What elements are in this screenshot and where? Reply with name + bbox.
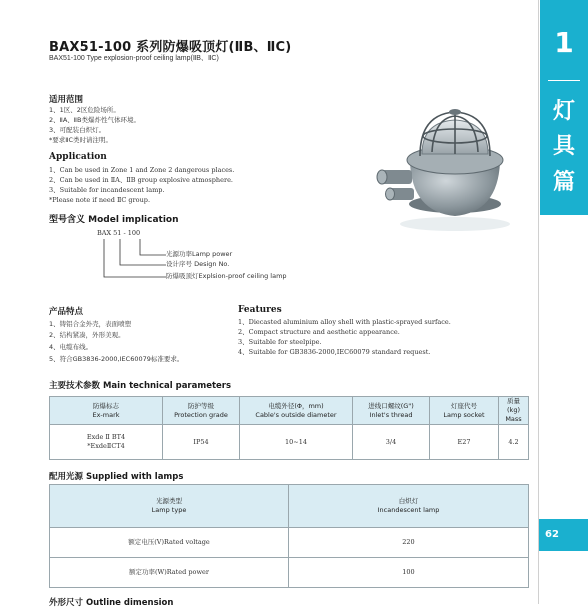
chapter-number: 1 (554, 26, 574, 59)
table-row (50, 558, 529, 588)
features-en-line-1: 1、Diecasted aluminium alloy shell with plastic-sprayed surface. (238, 318, 451, 326)
chapter-tab (540, 0, 588, 215)
tech-cell-socket: E27 (430, 425, 499, 460)
tech-col-exmark: 防爆标志 Ex-mark (50, 397, 163, 425)
page-edge-divider (538, 0, 539, 604)
page-title: BAX51-100 系列防爆吸顶灯(ⅡB、ⅡC) (49, 40, 292, 55)
tech-col-protection: 防护等级 Protection grade (163, 397, 240, 425)
application-line-3: 3、Suitable for incandescent lamp. (49, 186, 165, 194)
tech-cell-protection: IP54 (163, 425, 240, 460)
model-label-design: 设计序号 Design No. (166, 260, 230, 268)
table-row (50, 528, 529, 558)
scope-line-1: 1、1区、2区危险场所。 (49, 106, 120, 114)
tech-header-row (50, 397, 529, 425)
tab-divider (548, 80, 580, 81)
table-row (50, 425, 529, 460)
application-line-4: *Please note if need ⅡC group. (49, 196, 151, 204)
scope-line-4: *要求ⅡC类时请注明。 (49, 136, 112, 144)
ceiling-lamp-image (360, 92, 530, 242)
features-cn-line-4: 5、符合GB3836-2000,IEC60079标准要求。 (49, 355, 184, 363)
model-label-lamp: 防爆吸顶灯Explsion-proof ceiling lamp (166, 272, 287, 280)
features-cn-line-3: 4、电缆布线。 (49, 343, 93, 351)
features-cn-line-2: 2、结构紧凑，外形美观。 (49, 331, 125, 339)
application-heading: Application (49, 152, 107, 162)
scope-line-3: 3、可配装白炽灯。 (49, 126, 106, 134)
lamps-header-row (50, 485, 529, 528)
tech-col-socket: 灯座代号 Lamp socket (430, 397, 499, 425)
tech-heading: 主要技术参数 Main technical parameters (49, 381, 232, 391)
tech-col-thread: 进线口螺纹(G") Inlet's thread (353, 397, 430, 425)
chapter-char-2: 具 (552, 134, 575, 159)
features-en-heading: Features (238, 305, 282, 315)
scope-heading: 适用范围 (49, 95, 84, 105)
application-line-2: 2、Can be used in ⅡA、ⅡB group explosive atmosphere. (49, 176, 233, 184)
tech-cell-exmark: Exde Ⅱ BT4 *ExdeⅡCT4 (50, 425, 163, 460)
tech-cell-thread: 3/4 (353, 425, 430, 460)
lamps-table (49, 484, 529, 588)
tech-cell-cable: 10~14 (240, 425, 353, 460)
lamps-type-header: 光源类型 Lamp type (50, 485, 289, 528)
tech-params-table (49, 396, 529, 460)
application-line-1: 1、Can be used in Zone 1 and Zone 2 dangerous places. (49, 166, 235, 174)
model-heading: 型号含义 Model implication (49, 215, 179, 225)
model-label-power: 光源功率Lamp power (166, 250, 233, 258)
lamps-heading: 配用光源 Supplied with lamps (49, 472, 184, 482)
model-bracket-diagram (100, 239, 170, 285)
features-en-line-3: 3、Suitable for steelpipe. (238, 338, 322, 346)
lamps-voltage-label: 额定电压(V)Rated voltage (50, 528, 289, 558)
outline-heading: 外形尺寸 Outline dimension (49, 598, 174, 608)
scope-line-2: 2、ⅡA、ⅡB类爆炸性气体环境。 (49, 116, 140, 124)
lamps-power-value: 100 (289, 558, 529, 588)
tech-cell-mass: 4.2 (499, 425, 529, 460)
features-cn-line-1: 1、铸铝合金外壳，表面喷塑 (49, 320, 132, 328)
features-en-line-4: 4、Suitable for GB3836-2000,IEC60079 standard request. (238, 348, 431, 356)
model-code: BAX 51 - 100 (97, 229, 141, 237)
lamps-incandescent-header: 白炽灯 Incandescent lamp (289, 485, 529, 528)
lamps-voltage-value: 220 (289, 528, 529, 558)
tech-col-cable: 电缆外径(Φ，mm) Cable's outside diameter (240, 397, 353, 425)
tech-col-mass: 质量(kg) Mass (499, 397, 529, 425)
page-number: 62 (545, 529, 559, 540)
page-number-badge (539, 519, 588, 551)
chapter-char-1: 灯 (552, 99, 575, 124)
features-cn-heading: 产品特点 (49, 307, 84, 317)
page-subtitle: BAX51-100 Type explosion-proof ceiling lamp(ⅡB、ⅡC) (49, 55, 219, 62)
lamps-power-label: 额定功率(W)Rated power (50, 558, 289, 588)
features-en-line-2: 2、Compact structure and aesthetic appearance. (238, 328, 400, 336)
chapter-char-3: 篇 (552, 170, 575, 195)
